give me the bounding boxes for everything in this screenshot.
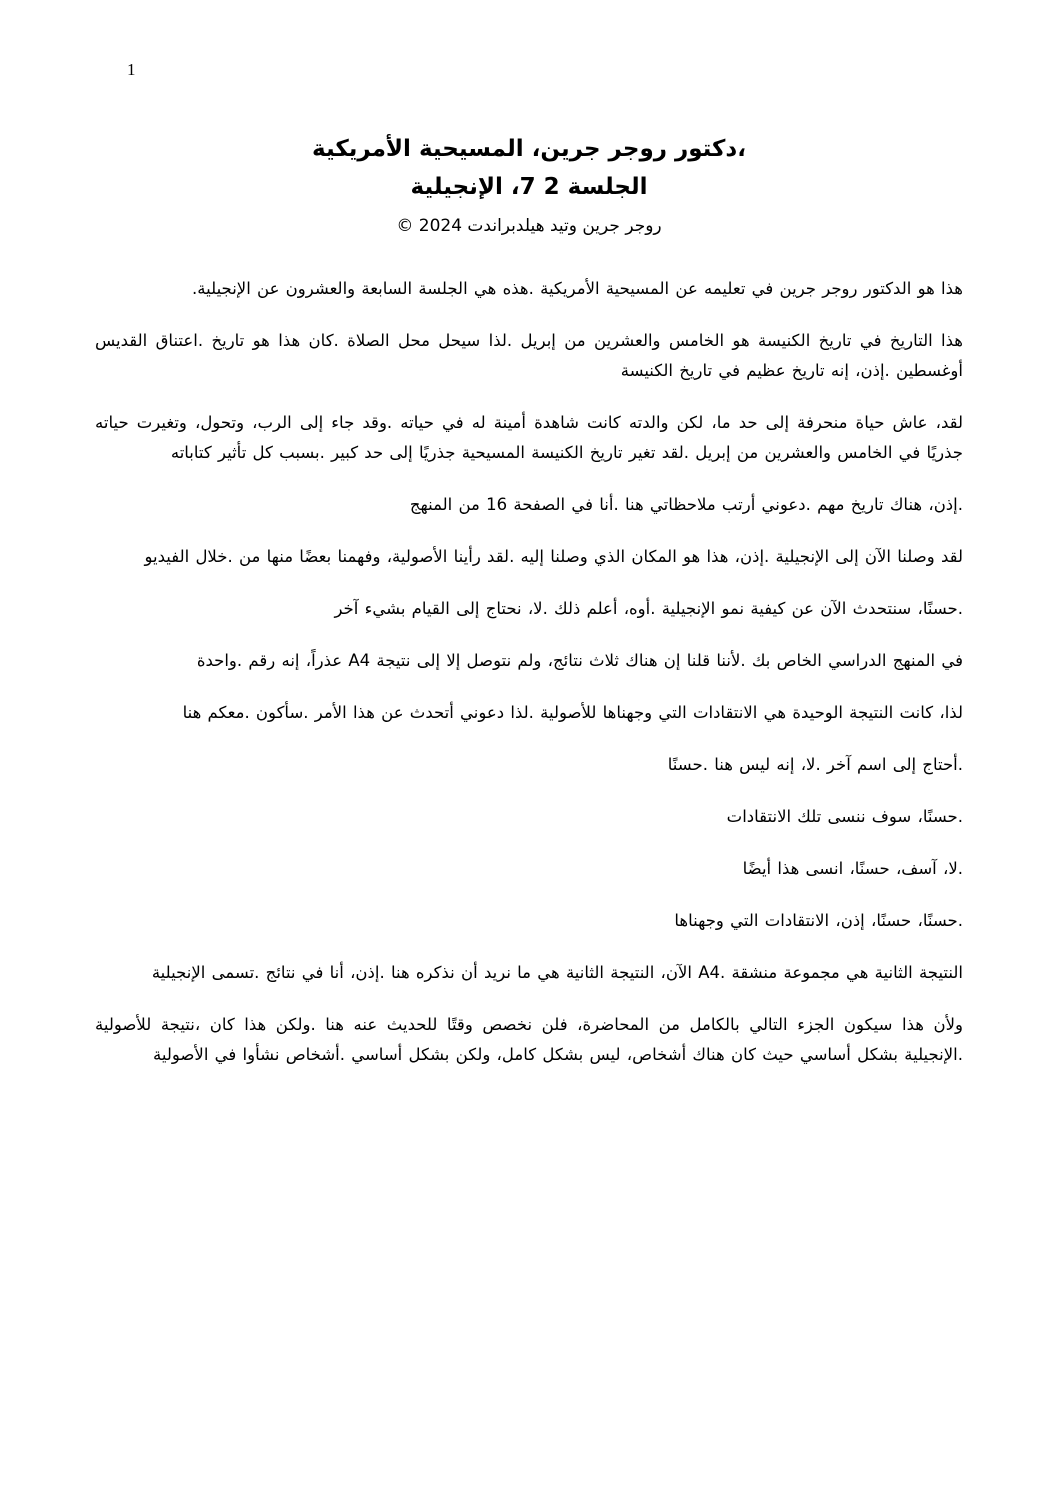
paragraph: لذا، كانت النتيجة الوحيدة هي الانتقادات التي وجهناها للأصولية .لذا دعوني أتحدث عن هذا الأمر .سأكون .معكم هنا [182,703,963,722]
copyright-line: روجر جرين وتيد هيلدبراندت 2024 © [396,216,662,236]
paragraph: هذا هو الدكتور روجر جرين في تعليمه عن المسيحية الأمريكية .هذه هي الجلسة السابعة والعشرون عن الإنجيلية. [192,279,963,298]
paragraph: لقد، عاش حياة منحرفة إلى حد ما، لكن والدته كانت شاهدة أمينة له في حياته .وقد جاء إلى الرب، وتحول، وتغيرت حياته جذريًا في الخامس والعشرين من إبريل .لقد تغير تاريخ الكنيسة المسيحية جذريًا إلى حد كبير .بسبب كل تأثير كتاباته [95,413,963,462]
paragraph: في المنهج الدراسي الخاص بك .لأننا قلنا إن هناك ثلاث نتائج، ولم نتوصل إلا إلى نتيجة A4 عذراً، إنه رقم .واحدة [196,651,963,670]
paragraph: ولأن هذا سيكون الجزء التالي بالكامل من المحاضرة، فلن نخصص وقتًا للحديث عنه هنا .ولكن هذا كان ،نتيجة للأصولية .الإنجيلية بشكل أساسي حيث كان هناك أشخاص، ليس بشكل كامل، ولكن بشكل أساسي .أشخاص نشأوا في الأصولية [95,1015,963,1064]
paragraph: .إذن، هناك تاريخ مهم .دعوني أرتب ملاحظاتي هنا .أنا في الصفحة 16 من المنهج [409,495,963,514]
title-block [95,130,963,241]
paragraph: هذا التاريخ في تاريخ الكنيسة هو الخامس والعشرين من إبريل .لذا سيحل محل الصلاة .كان هذا هو تاريخ .اعتناق القديس أوغسطين .إذن، إنه تاريخ عظيم في تاريخ الكنيسة [95,331,963,380]
document-title-line-2: الجلسة 2 7، الإنجيلية [410,174,648,200]
paragraph: .حسنًا، سنتحدث الآن عن كيفية نمو الإنجيلية .أوه، أعلم ذلك .لا، نحتاج إلى القيام بشيء آخر [334,599,963,618]
paragraph-list [95,274,963,1070]
paragraph: لقد وصلنا الآن إلى الإنجيلية .إذن، هذا هو المكان الذي وصلنا إليه .لقد رأينا الأصولية، وفهمنا بعضًا منها من .خلال الفيديو [144,547,963,566]
paragraph: النتيجة الثانية هي مجموعة منشقة .A4 الآن، النتيجة الثانية هي ما نريد أن نذكره هنا .إذن، أنا في نتائج .تسمى الإنجيلية [151,963,963,982]
document-title-line-1: ،دكتور روجر جرين، المسيحية الأمريكية [312,136,746,162]
paragraph: .حسنًا، سوف ننسى تلك الانتقادات [726,807,963,826]
page-number: 1 [127,60,136,79]
paragraph: .أحتاج إلى اسم آخر .لا، إنه ليس هنا .حسنًا [667,755,963,774]
paragraph: .حسنًا، حسنًا، إذن، الانتقادات التي وجهناها [674,911,963,930]
paragraph: .لا، آسف، حسنًا، انسى هذا أيضًا [742,859,963,878]
